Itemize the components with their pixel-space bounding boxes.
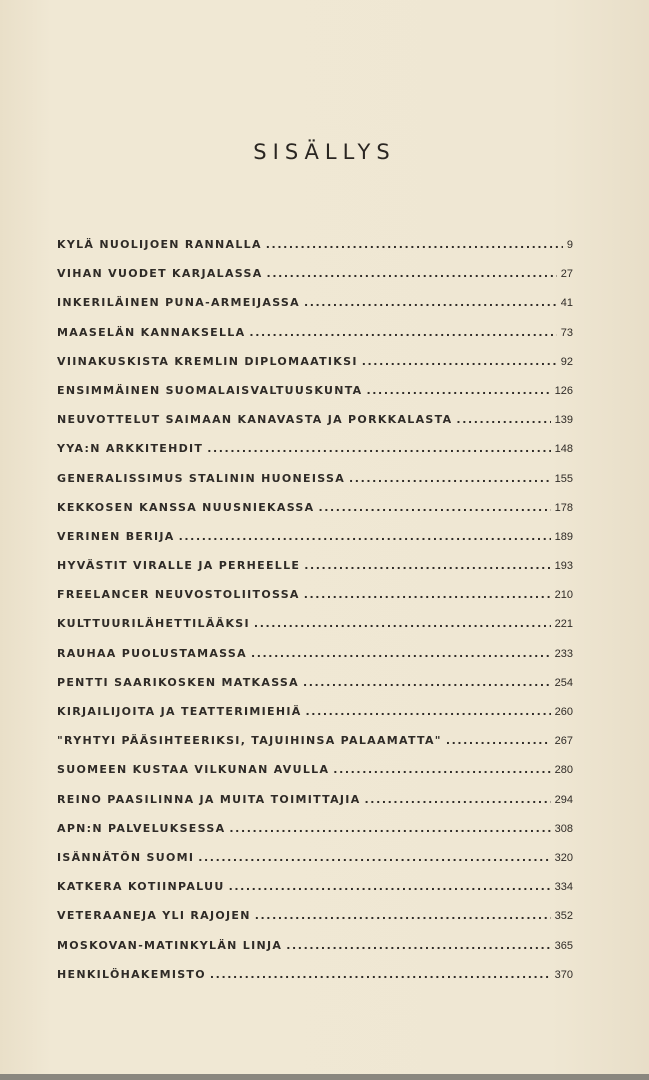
page-number: 352	[554, 910, 573, 923]
dot-leader	[318, 501, 550, 514]
page-number: 370	[554, 968, 573, 981]
dot-leader	[255, 909, 551, 922]
chapter-title: HYVÄSTIT VIRALLE JA PERHEELLE	[57, 559, 301, 573]
chapter-title: KIRJAILIJOITA JA TEATTERIMIEHIÄ	[57, 705, 302, 718]
toc-entry	[57, 647, 573, 676]
toc-entry	[57, 501, 573, 530]
dot-leader	[229, 822, 550, 835]
scan-edge	[0, 1074, 649, 1080]
toc-entry	[57, 968, 573, 997]
dot-leader	[303, 676, 551, 689]
page-number: 267	[554, 735, 573, 748]
chapter-title: KATKERA KOTIINPALUU	[57, 880, 225, 894]
toc-entry	[57, 939, 573, 968]
dot-leader	[198, 851, 550, 864]
page-number: 280	[554, 764, 573, 777]
toc-entry	[57, 851, 573, 880]
dot-leader	[266, 238, 563, 251]
dot-leader	[286, 939, 550, 952]
page-number: 308	[554, 822, 573, 835]
toc-entry	[57, 617, 573, 646]
dot-leader	[304, 296, 557, 309]
chapter-title: APN:N PALVELUKSESSA	[57, 821, 226, 835]
toc-entry	[57, 705, 573, 734]
toc-entry	[57, 384, 573, 413]
toc-entry	[57, 822, 573, 851]
chapter-title: SUOMEEN KUSTAA VILKUNAN AVULLA	[57, 763, 330, 777]
dot-leader	[365, 793, 551, 806]
chapter-title: YYA:N ARKKITEHDIT	[57, 442, 204, 456]
toc-entry	[57, 734, 573, 763]
toc-entry	[57, 530, 573, 559]
page-number: 210	[554, 589, 573, 602]
toc-entry	[57, 472, 573, 501]
chapter-title: NEUVOTTELUT SAIMAAN KANAVASTA JA PORKKALASTA	[57, 413, 453, 427]
page-number: 233	[554, 647, 573, 660]
dot-leader	[207, 442, 550, 455]
dot-leader	[446, 734, 551, 747]
chapter-title: ENSIMMÄINEN SUOMALAISVALTUUSKUNTA	[57, 383, 363, 397]
toc-entry	[57, 909, 573, 938]
toc-entry	[57, 588, 573, 617]
toc-entry	[57, 238, 573, 267]
chapter-title: KEKKOSEN KANSSA NUUSNIEKASSA	[57, 500, 315, 514]
chapter-title: PENTTI SAARIKOSKEN MATKASSA	[57, 675, 299, 689]
dot-leader	[304, 559, 550, 572]
dot-leader	[254, 617, 551, 630]
toc-entry	[57, 442, 573, 471]
page-number: 260	[554, 706, 573, 718]
page-number: 126	[554, 384, 573, 397]
dot-leader	[249, 326, 556, 339]
chapter-title: FREELANCER NEUVOSTOLIITOSSA	[57, 588, 300, 602]
page-number: 189	[554, 530, 573, 543]
page-number: 294	[554, 793, 573, 806]
toc-entry	[57, 296, 573, 325]
page-number: 41	[560, 297, 573, 310]
page-number: 254	[554, 676, 573, 689]
chapter-title: REINO PAASILINNA JA MUITA TOIMITTAJIA	[57, 792, 361, 806]
chapter-title: VIHAN VUODET KARJALASSA	[57, 267, 263, 281]
page-number: 178	[554, 501, 573, 514]
page-number: 155	[554, 472, 573, 485]
toc-entry	[57, 267, 573, 296]
toc-entry	[57, 326, 573, 355]
toc-entry	[57, 793, 573, 822]
page-number: 148	[554, 443, 573, 456]
dot-leader	[456, 413, 550, 426]
chapter-title: HENKILÖHAKEMISTO	[57, 967, 206, 981]
chapter-title: VIINAKUSKISTA KREMLIN DIPLOMAATIKSI	[57, 354, 358, 368]
dot-leader	[304, 588, 551, 601]
page-number: 9	[566, 239, 573, 251]
chapter-title: KYLÄ NUOLIJOEN RANNALLA	[57, 238, 262, 251]
page-number: 27	[560, 268, 573, 281]
dot-leader	[362, 355, 557, 368]
chapter-title: GENERALISSIMUS STALININ HUONEISSA	[57, 471, 346, 485]
toc-entry	[57, 763, 573, 792]
chapter-title: MOSKOVAN-MATINKYLÄN LINJA	[57, 938, 283, 952]
toc-entry	[57, 880, 573, 909]
page-number: 73	[560, 326, 573, 339]
dot-leader	[306, 705, 551, 718]
toc-entry	[57, 676, 573, 705]
page-number: 221	[554, 618, 573, 631]
page-title: SISÄLLYS	[253, 140, 396, 164]
chapter-title: ISÄNNÄTÖN SUOMI	[57, 850, 195, 864]
page-number: 365	[554, 939, 573, 952]
dot-leader	[229, 880, 551, 893]
dot-leader	[333, 763, 550, 776]
page-number: 334	[554, 881, 573, 894]
page-number: 139	[554, 414, 573, 427]
page-number: 92	[560, 355, 573, 368]
toc-entry	[57, 413, 573, 442]
dot-leader	[210, 968, 551, 981]
dot-leader	[179, 530, 551, 543]
chapter-title: VERINEN BERIJA	[57, 529, 175, 543]
dot-leader	[251, 647, 551, 660]
page-number: 193	[554, 560, 573, 573]
table-of-contents	[57, 238, 573, 997]
chapter-title: KULTTUURILÄHETTILÄÄKSI	[57, 617, 250, 631]
chapter-title: INKERILÄINEN PUNA-ARMEIJASSA	[57, 296, 300, 310]
chapter-title: MAASELÄN KANNAKSELLA	[57, 325, 246, 339]
dot-leader	[349, 472, 551, 485]
toc-entry	[57, 559, 573, 588]
chapter-title: "RYHTYI PÄÄSIHTEERIKSI, TAJUIHINSA PALAAMATTA"	[57, 734, 442, 748]
chapter-title: RAUHAA PUOLUSTAMASSA	[57, 646, 247, 660]
dot-leader	[366, 384, 550, 397]
chapter-title: VETERAANEJA YLI RAJOJEN	[57, 909, 251, 923]
dot-leader	[267, 267, 557, 280]
page-number: 320	[554, 851, 573, 864]
toc-entry	[57, 355, 573, 384]
